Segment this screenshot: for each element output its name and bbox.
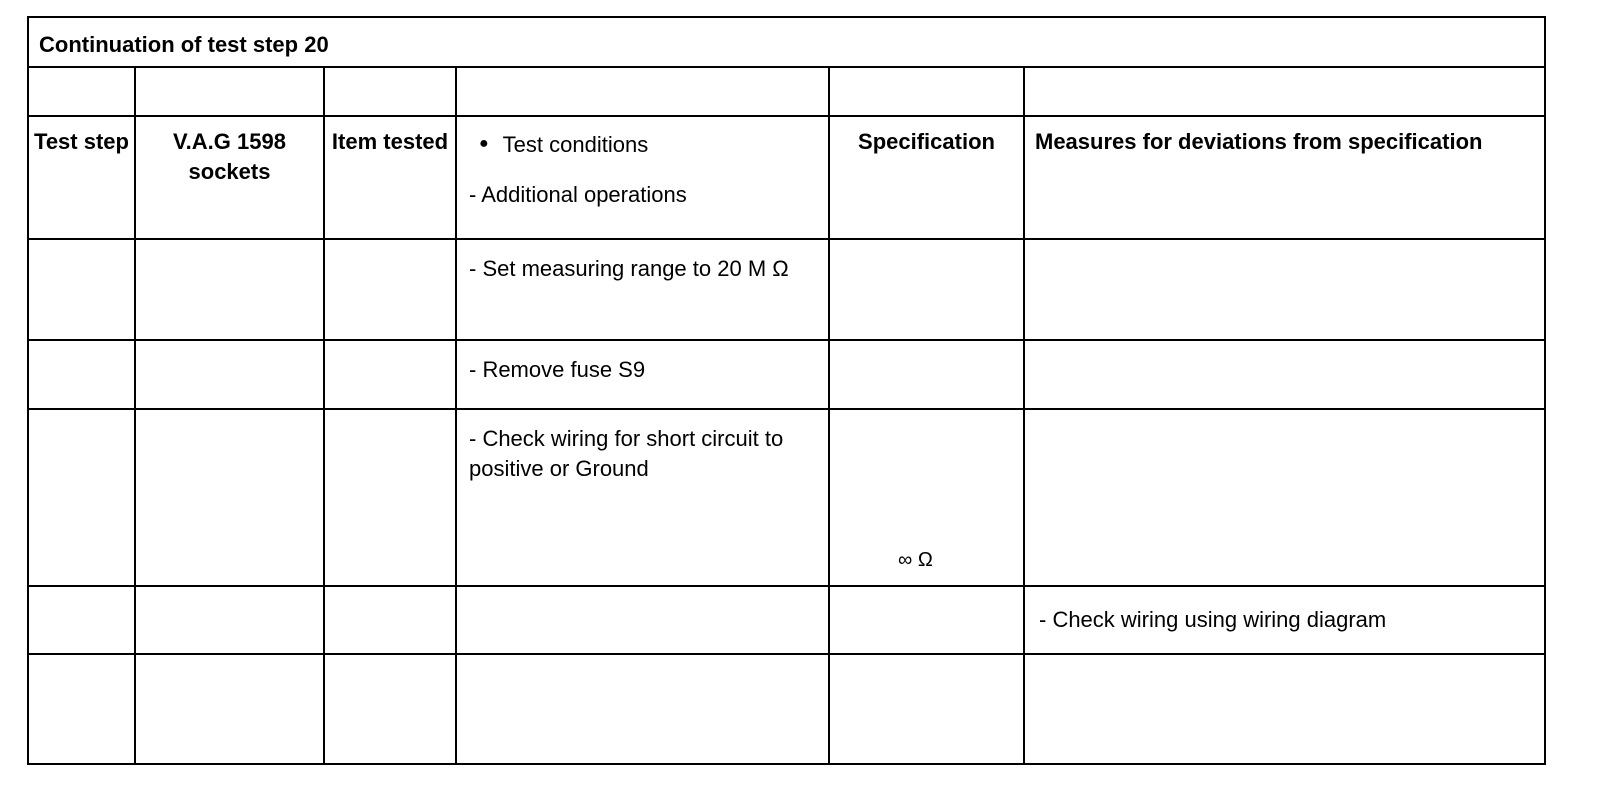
measure-cell: - Check wiring using wiring diagram <box>1024 586 1545 654</box>
empty-cell <box>324 409 456 586</box>
empty-cell <box>1024 340 1545 409</box>
specification-cell <box>829 409 1024 586</box>
empty-cell <box>1024 654 1545 764</box>
operation-cell: - Remove fuse S9 <box>456 340 829 409</box>
table-row <box>28 654 1545 764</box>
header-test-step: Test step <box>28 116 135 239</box>
empty-cell <box>829 586 1024 654</box>
empty-cell <box>135 409 324 586</box>
empty-cell <box>324 67 456 116</box>
empty-cell <box>324 239 456 340</box>
bullet-dot-icon: ● <box>479 135 489 152</box>
operation-cell: - Check wiring for short circuit to positive or Ground <box>456 409 829 586</box>
empty-cell <box>28 67 135 116</box>
empty-cell <box>456 586 829 654</box>
empty-cell <box>829 340 1024 409</box>
empty-cell <box>829 239 1024 340</box>
empty-cell <box>1024 67 1545 116</box>
operation-cell: - Set measuring range to 20 M Ω <box>456 239 829 340</box>
header-measures: Measures for deviations from specification <box>1024 116 1545 239</box>
empty-cell <box>324 654 456 764</box>
empty-cell <box>1024 409 1545 586</box>
header-conditions <box>456 116 829 239</box>
header-specification: Specification <box>829 116 1024 239</box>
empty-cell <box>135 340 324 409</box>
test-conditions-line <box>479 129 828 160</box>
additional-operations-label: - Additional operations <box>469 182 687 207</box>
header-item-tested: Item tested <box>324 116 456 239</box>
empty-cell <box>324 340 456 409</box>
empty-cell <box>135 67 324 116</box>
empty-cell <box>135 586 324 654</box>
empty-cell <box>135 239 324 340</box>
title-row <box>28 17 1545 67</box>
header-row <box>28 116 1545 239</box>
empty-cell <box>1024 239 1545 340</box>
table-title: Continuation of test step 20 <box>28 17 1545 67</box>
test-step-table <box>27 16 1546 765</box>
spacer-row <box>28 67 1545 116</box>
empty-cell <box>28 409 135 586</box>
empty-cell <box>324 586 456 654</box>
test-conditions-label: Test conditions <box>502 132 649 157</box>
table-row <box>28 340 1545 409</box>
table-row <box>28 239 1545 340</box>
empty-cell <box>28 586 135 654</box>
header-sockets: V.A.G 1598 sockets <box>135 116 324 239</box>
specification-value: ∞ Ω <box>898 549 933 571</box>
table-row <box>28 586 1545 654</box>
table-row <box>28 409 1545 586</box>
empty-cell <box>456 67 829 116</box>
empty-cell <box>28 654 135 764</box>
empty-cell <box>456 654 829 764</box>
empty-cell <box>135 654 324 764</box>
empty-cell <box>28 340 135 409</box>
empty-cell <box>829 67 1024 116</box>
empty-cell <box>28 239 135 340</box>
empty-cell <box>829 654 1024 764</box>
